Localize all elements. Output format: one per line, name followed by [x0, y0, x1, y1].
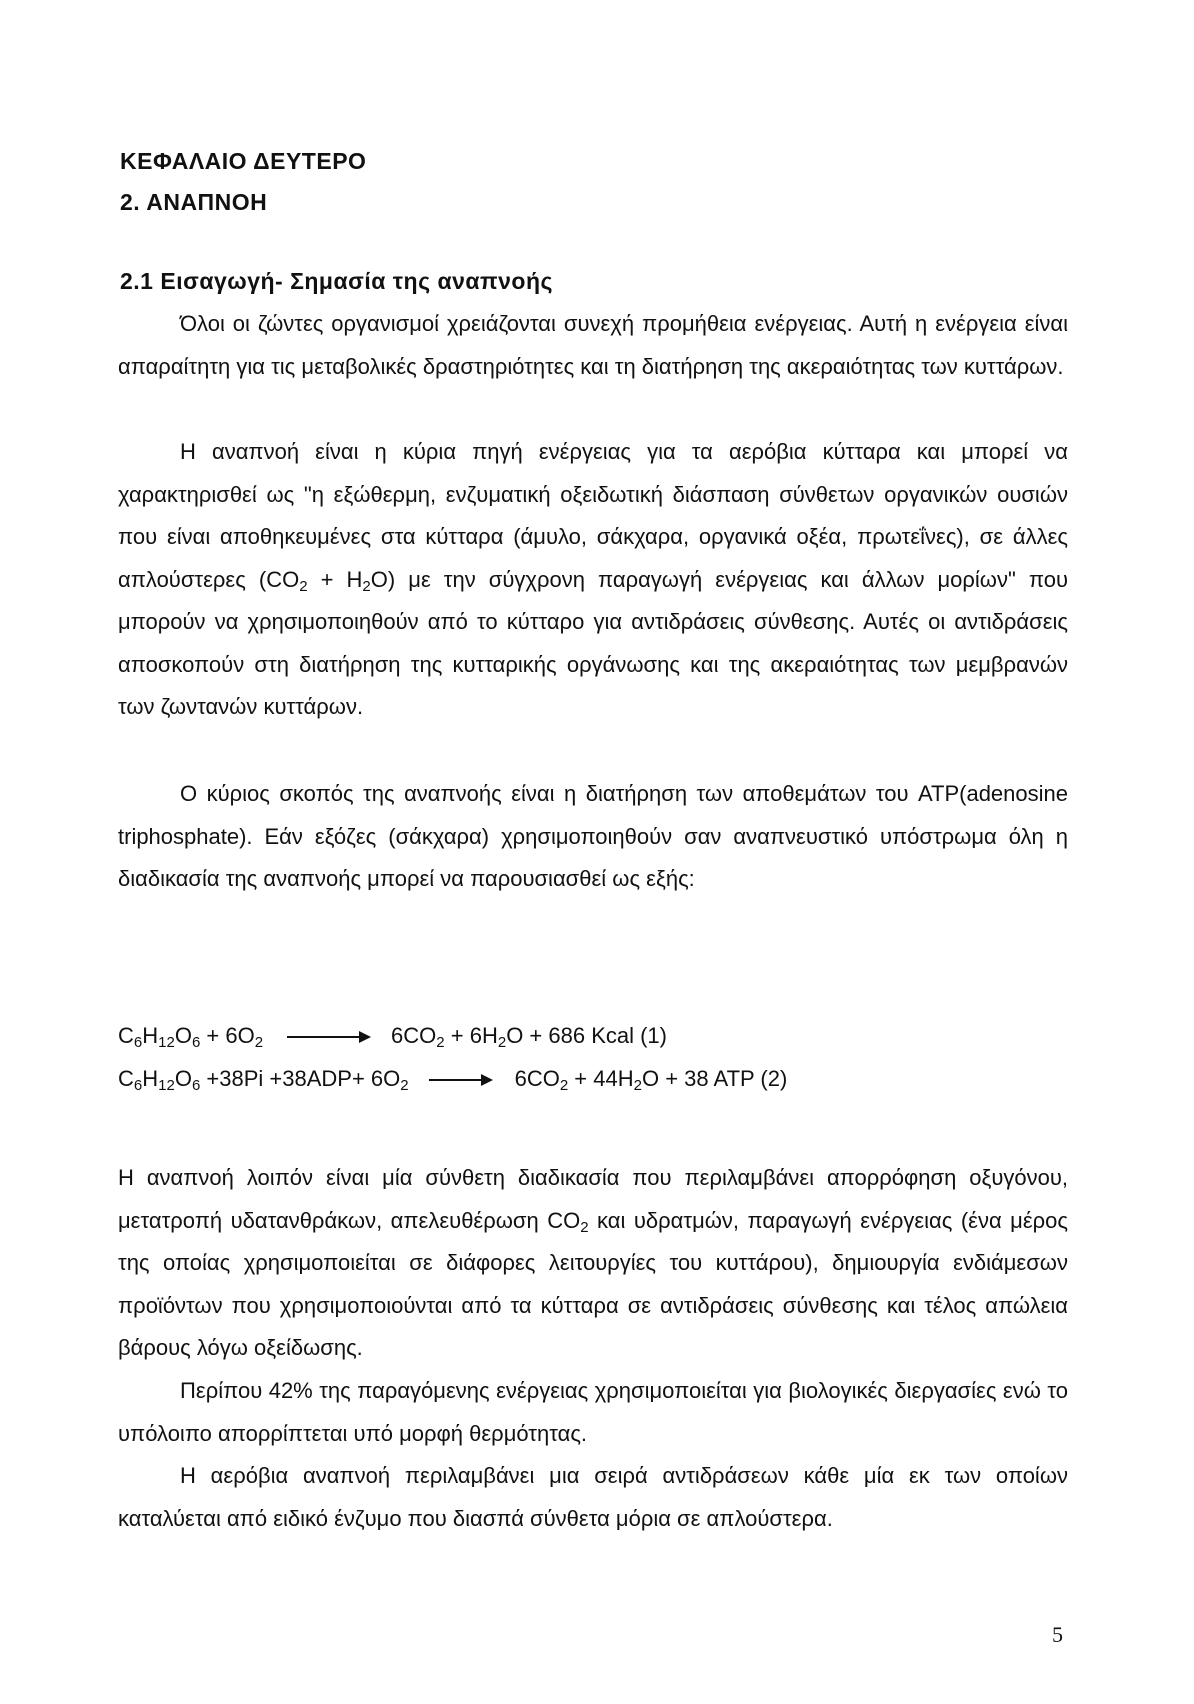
paragraph-1: [118, 303, 1068, 388]
section-title: 2. ΑΝΑΠΝΟΗ: [120, 189, 268, 215]
subscript: 2: [436, 1034, 445, 1051]
subscript: 2: [299, 577, 308, 595]
eq-text: +38Pi +38ADP+ 6O: [200, 1066, 401, 1091]
eq-text: H: [142, 1066, 159, 1091]
eq-text: 6CO: [514, 1066, 560, 1091]
paragraph-2: [118, 431, 1068, 729]
eq-text: + 6O: [200, 1023, 255, 1048]
paragraph-6-text: Η αερόβια αναπνοή περιλαμβάνει μια σειρά αντιδράσεων κάθε μία εκ των οποίων καταλύεται από ειδικό ένζυμο που διασπά σύνθετα μόρια σε απλούστερα.: [118, 1463, 1068, 1531]
subscript: 2: [497, 1034, 507, 1051]
subscript: 12: [158, 1034, 175, 1051]
eq-text: + 44H: [568, 1066, 634, 1091]
subscript: 6: [191, 1034, 201, 1051]
paragraph-5-text: Περίπου 42% της παραγόμενης ενέργειας χρησιμοποιείται για βιολογικές διεργασίες ενώ το υπόλοιπο απορρίπτεται υπό μορφή θερμότητας.: [118, 1378, 1068, 1446]
subscript: 2: [254, 1034, 264, 1051]
eq-text: C: [118, 1023, 134, 1048]
eq-text: C: [118, 1066, 134, 1091]
subscript: 2: [400, 1077, 409, 1094]
paragraph-2-text-b: + H: [307, 566, 363, 592]
paragraph-2-text-a: Η αναπνοή είναι η κύρια πηγή ενέργειας για τα αερόβια κύτταρα και μπορεί να χαρακτηρισθεί ως "η εξώθερμη, ενζυματική οξειδωτική διάσπαση σύνθετων οργανικών ουσιών που είναι αποθηκευμένες στα κύτταρα (άμυλο, σάκχαρα, οργανικά οξέα, πρωτεΐνες), σε άλλες απλούστερες (CO: [118, 439, 1068, 592]
paragraph-4-text-b: και υδρατμών, παραγωγή ενέργειας (ένα μέρος της οποίας χρησιμοποιείται σε διάφορες λειτουργίες του κυττάρου), δημιουργία ενδιάμεσων προϊόντων που χρησιμοποιούνται από τα κύτταρα σε αντιδράσεις σύνθεσης και τέλος απώλεια βάρους λόγω οξείδωσης.: [118, 1207, 1068, 1360]
subscript: 6: [133, 1034, 143, 1051]
subscript: 12: [158, 1077, 175, 1094]
eq-text: 6CO: [391, 1023, 437, 1048]
paragraph-6: [118, 1455, 1068, 1540]
paragraph-3: [118, 773, 1068, 901]
equation-2: [118, 1066, 787, 1092]
eq-text: O + 686 Kcal (1): [506, 1023, 667, 1048]
subscript: 2: [362, 577, 371, 595]
subscript: 2: [633, 1077, 642, 1094]
eq-text: O: [174, 1066, 192, 1091]
paragraph-2-text-c: O) με την σύγχρονη παραγωγή ενέργειας και άλλων μορίων" που μπορούν να χρησιμοποιηθούν από το κύτταρο για αντιδράσεις σύνθεσης. Αυτές οι αντιδράσεις αποσκοπούν στη διατήρηση της κυτταρικής οργάνωσης και της ακεραιότητας των μεμβρανών των ζωντανών κυττάρων.: [118, 566, 1068, 719]
eq-text: + 6H: [444, 1023, 498, 1048]
eq-text: O: [174, 1023, 192, 1048]
reaction-arrow-icon: [287, 1036, 369, 1038]
subscript: 2: [559, 1077, 569, 1094]
paragraph-1-text: Όλοι οι ζώντες οργανισμοί χρειάζονται συνεχή προμήθεια ενέργειας. Αυτή η ενέργεια είναι απαραίτητη για τις μεταβολικές δραστηριότητες και τη διατήρηση της ακεραιότητας των κυττάρων.: [118, 311, 1068, 379]
page-number: 5: [1052, 1622, 1063, 1647]
equation-1: [118, 1023, 667, 1049]
subscript: 6: [133, 1077, 143, 1094]
eq-text: H: [142, 1023, 159, 1048]
paragraph-3-text: Ο κύριος σκοπός της αναπνοής είναι η διατήρηση των αποθεμάτων του ATP(adenosine triphosphate). Εάν εξόζες (σάκχαρα) χρησιμοποιηθούν σαν αναπνευστικό υπόστρωμα όλη η διαδικασία της αναπνοής μπορεί να παρουσιασθεί ως εξής:: [118, 781, 1068, 891]
subscript: 2: [580, 1218, 589, 1236]
paragraph-5: [118, 1370, 1068, 1455]
paragraph-4: [118, 1157, 1068, 1370]
eq-text: O + 38 ATP (2): [641, 1066, 788, 1091]
subsection-title: 2.1 Εισαγωγή- Σημασία της αναπνοής: [120, 268, 553, 294]
chapter-title: ΚΕΦΑΛΑΙΟ ΔΕΥΤΕΡΟ: [120, 148, 367, 174]
reaction-arrow-icon: [429, 1079, 491, 1081]
subscript: 6: [191, 1077, 201, 1094]
paragraph-4-text-a: Η αναπνοή λοιπόν είναι μία σύνθετη διαδικασία που περιλαμβάνει απορρόφηση οξυγόνου, μετατροπή υδατανθράκων, απελευθέρωση CO: [118, 1165, 1068, 1233]
